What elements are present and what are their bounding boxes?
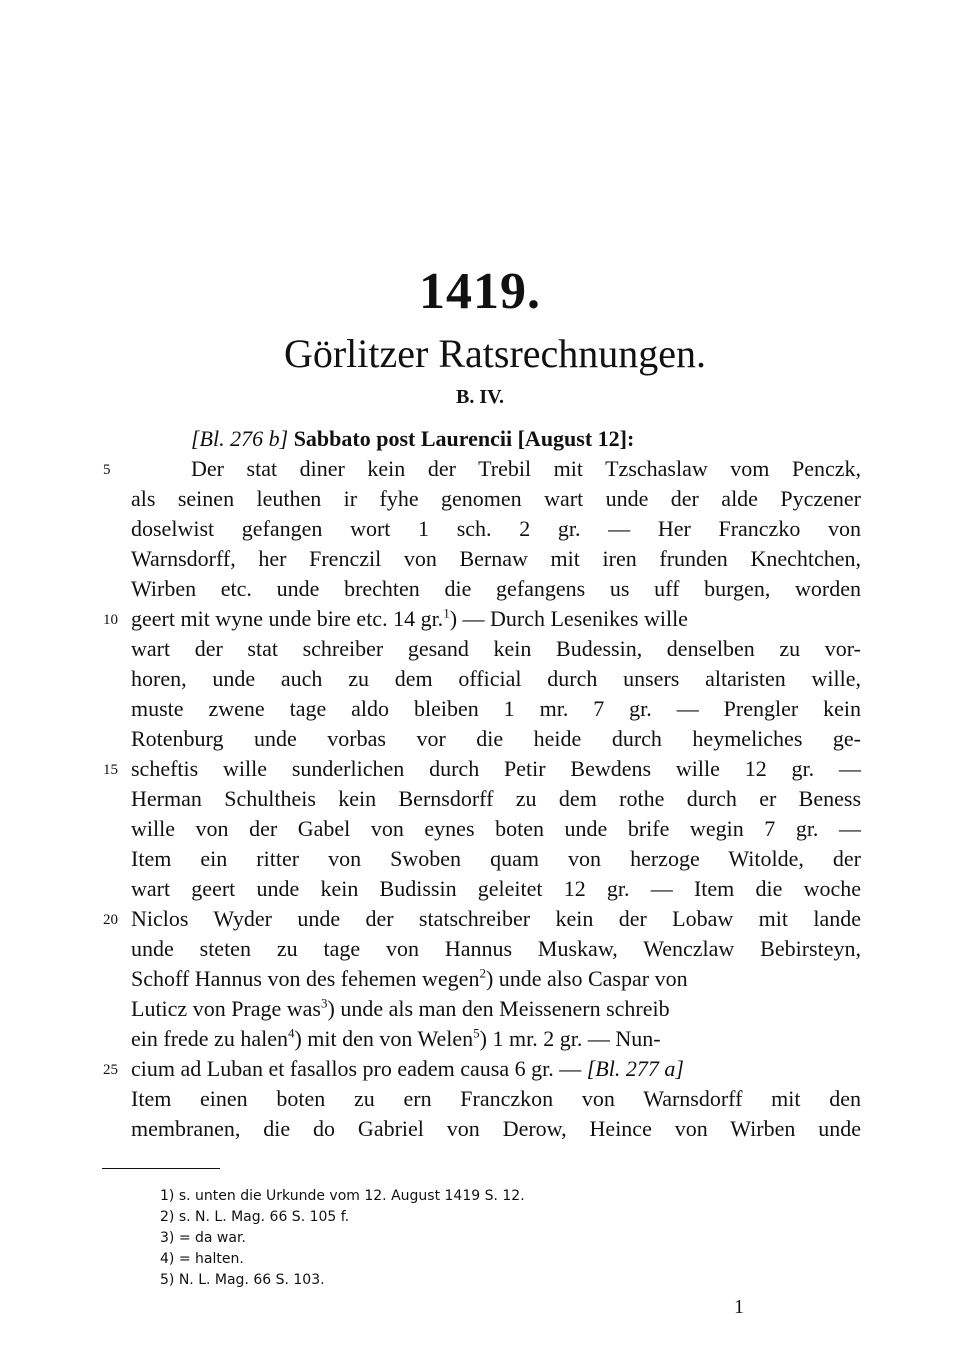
footnote-text: N. L. Mag. 66 S. 103.: [178, 1272, 325, 1288]
footnote-text: = halten.: [178, 1251, 244, 1267]
line-number: 15: [103, 762, 118, 778]
footnote: [160, 1186, 525, 1207]
text-line: Item ein ritter von Swoben quam von herzoge Witolde, der: [131, 846, 861, 871]
note-mark: 5: [473, 1025, 480, 1041]
note-mark: 1: [443, 605, 450, 621]
text-line: Rotenburg unde vorbas vor die heide durch heymeliches ge-: [131, 726, 861, 751]
text-segment: Schoff Hannus von des fehemen wegen: [131, 966, 480, 991]
text-line: Der stat diner kein der Trebil mit Tzschaslaw vom Penczk,: [191, 456, 861, 481]
footnote-divider: [102, 1168, 220, 1169]
note-mark: 3: [321, 995, 328, 1011]
footnote-mark: 4): [160, 1251, 175, 1267]
text-segment: geert mit wyne unde bire etc. 14 gr.: [131, 606, 444, 631]
text-line: horen, unde auch zu dem official durch unsers altaristen wille,: [131, 666, 861, 691]
folio-reference: [Bl. 276 b]: [191, 426, 289, 451]
text-line: [131, 964, 861, 994]
text-line: [131, 604, 861, 634]
footnote-text: = da war.: [178, 1230, 246, 1246]
text-line: wille von der Gabel von eynes boten unde brife wegin 7 gr. —: [131, 816, 861, 841]
text-line: Warnsdorff, her Frenczil von Bernaw mit iren frunden Knechtchen,: [131, 546, 861, 571]
line-number: 5: [103, 462, 111, 478]
text-line: [131, 994, 861, 1024]
text-line: scheftis wille sunderlichen durch Petir Bewdens wille 12 gr. —: [131, 756, 861, 781]
text-line: Wirben etc. unde brechten die gefangens us uff burgen, worden: [131, 576, 861, 601]
footnote-text: s. N. L. Mag. 66 S. 105 f.: [178, 1209, 350, 1225]
entry-heading: Sabbato post Laurencii [August 12]:: [293, 426, 635, 451]
footnote: [160, 1249, 244, 1270]
footnote-text: s. unten die Urkunde vom 12. August 1419 S. 12.: [178, 1188, 525, 1204]
note-mark: 4: [287, 1025, 295, 1041]
text-line: [131, 1024, 861, 1054]
text-segment: ein frede zu halen: [131, 1026, 288, 1051]
footnote: [160, 1207, 349, 1228]
entry-heading-line: [191, 424, 861, 454]
text-segment: ) unde also Caspar von: [485, 966, 688, 991]
line-number: 10: [103, 612, 118, 628]
text-line: unde steten zu tage von Hannus Muskaw, Wenczlaw Bebirsteyn,: [131, 936, 861, 961]
text-line: als seinen leuthen ir fyhe genomen wart unde der alde Pyczener: [131, 486, 861, 511]
volume-label: B. IV.: [456, 386, 504, 408]
footnote: [160, 1270, 325, 1291]
text-line: membranen, die do Gabriel von Derow, Heince von Wirben unde: [131, 1116, 861, 1141]
folio-reference: [Bl. 277 a]: [586, 1056, 684, 1081]
text-segment: ) mit den von Welen: [294, 1026, 474, 1051]
footnote: [160, 1228, 246, 1249]
text-line: muste zwene tage aldo bleiben 1 mr. 7 gr. — Prengler kein: [131, 696, 861, 721]
text-line: doselwist gefangen wort 1 sch. 2 gr. — Her Franczko von: [131, 516, 861, 541]
text-segment: ) — Durch Lesenikes wille: [449, 606, 688, 631]
text-segment: ) 1 mr. 2 gr. — Nun-: [479, 1026, 661, 1051]
note-mark: 2: [479, 965, 486, 981]
text-line: Niclos Wyder unde der statschreiber kein der Lobaw mit lande: [131, 906, 861, 931]
footnote-mark: 3): [160, 1230, 175, 1246]
text-segment: cium ad Luban et fasallos pro eadem causa 6 gr. —: [131, 1056, 582, 1081]
footnote-mark: 2): [160, 1209, 175, 1225]
page-number: 1: [734, 1296, 744, 1318]
year-heading: 1419.: [419, 263, 541, 320]
footnote-mark: 1): [160, 1188, 175, 1204]
text-segment: Luticz von Prage was: [131, 996, 321, 1021]
text-line: Item einen boten zu ern Franczkon von Warnsdorff mit den: [131, 1086, 861, 1111]
line-number: 20: [103, 912, 118, 928]
text-line: wart geert unde kein Budissin geleitet 12 gr. — Item die woche: [131, 876, 861, 901]
text-segment: ) unde als man den Meissenern schreib: [327, 996, 670, 1021]
text-line: [131, 1054, 861, 1084]
line-number: 25: [103, 1062, 118, 1078]
footnote-mark: 5): [160, 1272, 175, 1288]
document-title: Görlitzer Ratsrechnungen.: [283, 331, 707, 376]
text-line: wart der stat schreiber gesand kein Budessin, denselben zu vor-: [131, 636, 861, 661]
text-line: Herman Schultheis kein Bernsdorff zu dem rothe durch er Beness: [131, 786, 861, 811]
